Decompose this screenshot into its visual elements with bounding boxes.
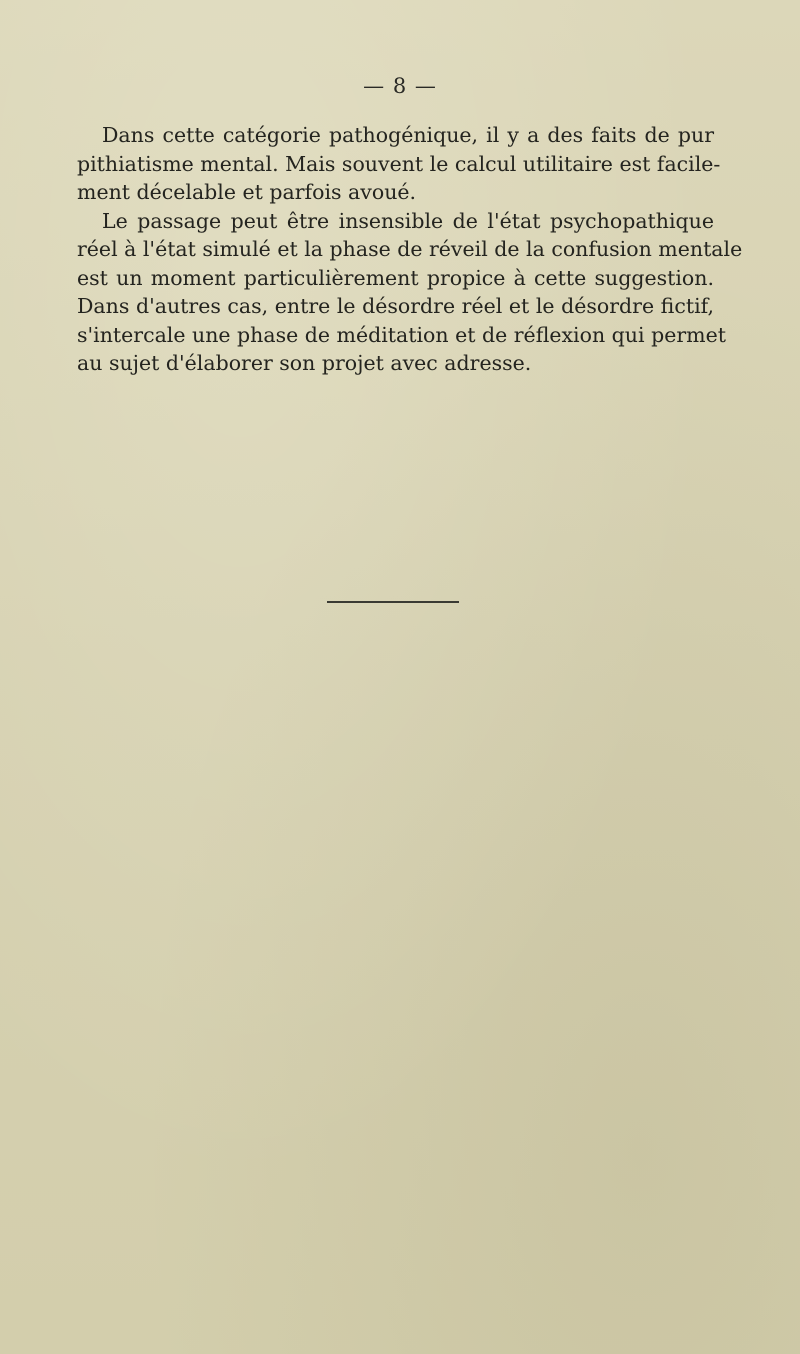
page-number: — 8 — (363, 74, 437, 98)
text-line: au sujet d'élaborer son projet avec adresse. (77, 351, 532, 375)
text-line: est un moment particulièrement propice à cette suggestion. (77, 265, 714, 290)
text-line: Dans d'autres cas, entre le désordre réel et le désordre fictif, (77, 294, 714, 318)
paragraph-1 (77, 121, 721, 207)
text-line: Dans cette catégorie pathogénique, il y a des faits de pur (102, 123, 714, 147)
body-text (77, 121, 743, 378)
text-line: ment décelable et parfois avoué. (77, 180, 417, 204)
section-divider (327, 601, 459, 603)
text-line: réel à l'état simulé et la phase de réveil de la confusion mentale (77, 237, 743, 261)
text-line: pithiatisme mental. Mais souvent le calcul utilitaire est facile- (77, 151, 721, 176)
text-line: s'intercale une phase de méditation et de réflexion qui permet (77, 322, 726, 347)
paragraph-2 (77, 207, 743, 378)
text-line: Le passage peut être insensible de l'état psychopathique (102, 208, 714, 233)
